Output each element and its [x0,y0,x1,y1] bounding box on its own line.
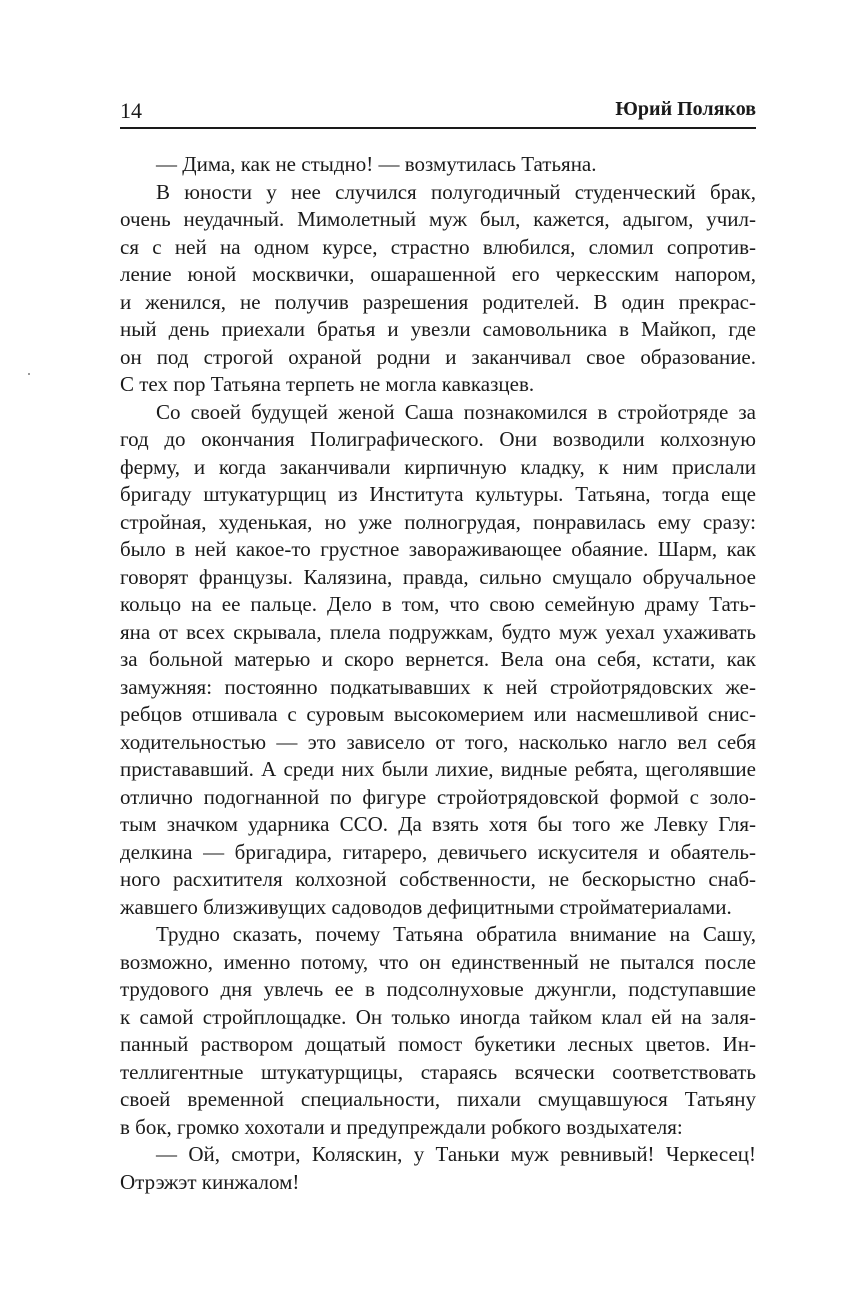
header-rule [120,127,756,129]
text-line: ного расхитителя колхозной собственности, не бескорыстно снаб- [120,867,756,891]
paragraph [120,399,756,922]
text-line: С тех пор Татьяна терпеть не могла кавказцев. [120,372,535,396]
text-line: кольцо на ее пальце. Дело в том, что свою семейную драму Тать- [120,592,756,616]
book-page [120,96,756,1194]
text-line: ся с ней на одном курсе, страстно влюбился, сломил сопротив- [120,234,756,259]
scan-speck [28,373,30,375]
text-line: бригаду штукатурщиц из Института культуры. Татьяна, тогда еще [120,482,756,506]
text-line: трудового дня увлечь ее в подсолнуховые джунгли, подступавшие [120,977,756,1001]
paragraph [120,921,756,1141]
page-number: 14 [120,98,142,123]
text-line: жавшего близживущих садоводов дефицитными стройматериалами. [120,894,732,919]
text-line: — Ой, смотри, Коляскин, у Таньки муж ревнивый! Черкесец! [156,1142,756,1166]
author-running-head: Юрий Поляков [615,98,756,120]
text-line: год до окончания Полиграфического. Они возводили колхозную [120,427,756,451]
text-line: яна от всех скрывала, плела подружкам, будто муж уехал ухаживать [120,619,756,644]
text-line: ный день приехали братья и увезли самовольника в Майкоп, где [120,317,756,341]
text-line: тым значком ударника ССО. Да взять хотя бы того же Левку Гля- [120,812,756,836]
text-line: панный раствором дощатый помост букетики лесных цветов. Ин- [120,1032,756,1056]
page-header [120,96,756,126]
text-line: ление юной москвички, ошарашенной его черкесским напором, [120,262,756,286]
text-line: за больной матерью и скоро вернется. Вела она себя, кстати, как [120,647,756,671]
text-line: — Дима, как не стыдно! — возмутилась Татьяна. [156,152,597,176]
body-text [120,151,756,1196]
paragraph [120,151,756,179]
text-line: Отрэжэт кинжалом! [120,1169,300,1194]
text-line: замужняя: постоянно подкатывавших к ней стройотрядовских же- [120,674,756,699]
text-line: в бок, громко хохотали и предупреждали робкого воздыхателя: [120,1114,683,1139]
text-line: ходительностью — это зависело от того, насколько нагло вел себя [120,729,756,754]
text-line: В юности у нее случился полугодичный студенческий брак, [156,179,756,204]
text-line: ферму, и когда заканчивали кирпичную кладку, к ним прислали [120,454,756,479]
text-line: говорят французы. Калязина, правда, сильно смущало обручальное [120,564,756,589]
text-line: ребцов отшивала с суровым высокомерием или насмешливой снис- [120,702,756,726]
text-line: было в ней какое-то грустное завораживающее обаяние. Шарм, как [120,537,756,561]
text-line: он под строгой охраной родни и заканчивал свое образование. [120,344,756,369]
text-line: Трудно сказать, почему Татьяна обратила внимание на Сашу, [156,922,756,946]
text-line: к самой стройплощадке. Он только иногда тайком клал ей на заля- [120,1004,756,1029]
text-line: и женился, не получив разрешения родителей. В один прекрас- [120,289,756,314]
text-line: очень неудачный. Мимолетный муж был, кажется, адыгом, учил- [120,207,756,231]
text-line: Со своей будущей женой Саша познакомился в стройотряде за [156,399,756,424]
text-line: теллигентные штукатурщицы, стараясь всячески соответствовать [120,1059,756,1084]
text-line: своей временной специальности, пихали смущавшуюся Татьяну [120,1087,756,1111]
text-line: делкина — бригадира, гитареро, девичьего искусителя и обаятель- [120,839,756,864]
text-line: отлично подогнанной по фигуре стройотрядовской формой с золо- [120,784,756,809]
paragraph [120,1141,756,1196]
text-line: пристававший. А среди них были лихие, видные ребята, щеголявшие [120,757,756,781]
paragraph [120,179,756,399]
text-line: возможно, именно потому, что он единственный не пытался после [120,949,756,974]
text-line: стройная, худенькая, но уже полногрудая, понравилась ему сразу: [120,509,756,534]
